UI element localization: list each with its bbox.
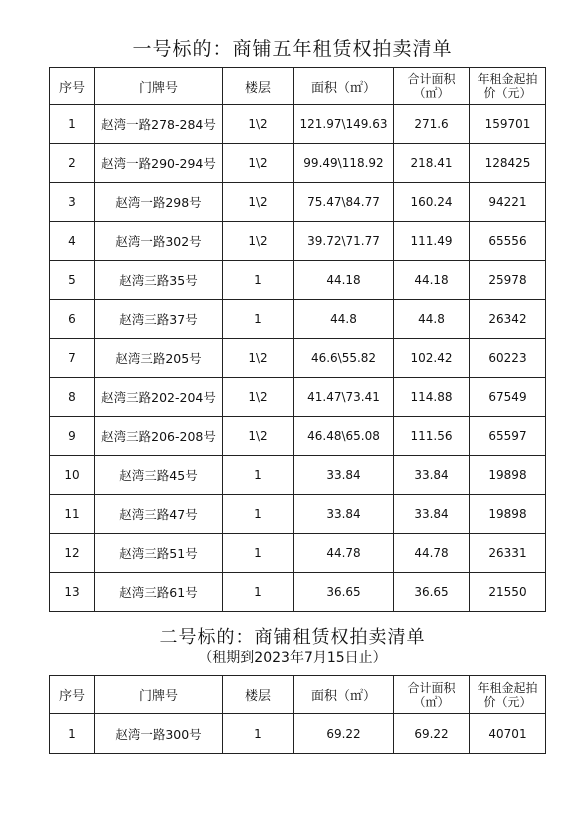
table-row (50, 534, 546, 573)
header-area: 面积（㎡） (294, 676, 394, 714)
cell-address: 赵湾三路51号 (95, 534, 223, 573)
cell-no: 3 (50, 183, 95, 222)
cell-no: 8 (50, 378, 95, 417)
cell-address: 赵湾一路290-294号 (95, 144, 223, 183)
cell-area: 121.97\149.63 (294, 105, 394, 144)
cell-floor: 1\2 (223, 144, 294, 183)
cell-no: 9 (50, 417, 95, 456)
table-row (50, 573, 546, 612)
cell-no: 11 (50, 495, 95, 534)
cell-area: 46.48\65.08 (294, 417, 394, 456)
cell-rent: 26331 (470, 534, 546, 573)
cell-rent: 40701 (470, 714, 546, 754)
cell-no: 6 (50, 300, 95, 339)
cell-total-area: 111.56 (394, 417, 470, 456)
cell-address: 赵湾一路302号 (95, 222, 223, 261)
cell-rent: 67549 (470, 378, 546, 417)
cell-address: 赵湾三路61号 (95, 573, 223, 612)
cell-address: 赵湾一路298号 (95, 183, 223, 222)
cell-address: 赵湾三路205号 (95, 339, 223, 378)
cell-area: 33.84 (294, 495, 394, 534)
header-total-area-line1: 合计面积 (407, 72, 456, 86)
cell-address: 赵湾一路278-284号 (95, 105, 223, 144)
lease-table-2 (49, 675, 546, 754)
cell-no: 1 (50, 714, 95, 754)
cell-floor: 1\2 (223, 417, 294, 456)
table-row (50, 183, 546, 222)
cell-area: 99.49\118.92 (294, 144, 394, 183)
table-row (50, 222, 546, 261)
table-row (50, 378, 546, 417)
cell-floor: 1 (223, 456, 294, 495)
cell-area: 41.47\73.41 (294, 378, 394, 417)
header-no: 序号 (50, 676, 95, 714)
cell-total-area: 33.84 (394, 456, 470, 495)
cell-total-area: 44.18 (394, 261, 470, 300)
cell-total-area: 33.84 (394, 495, 470, 534)
cell-rent: 65597 (470, 417, 546, 456)
cell-rent: 19898 (470, 456, 546, 495)
cell-total-area: 160.24 (394, 183, 470, 222)
header-rent (470, 676, 546, 714)
cell-address: 赵湾三路35号 (95, 261, 223, 300)
header-rent-line1: 年租金起拍 (477, 680, 538, 695)
cell-rent: 25978 (470, 261, 546, 300)
cell-floor: 1 (223, 261, 294, 300)
cell-floor: 1 (223, 300, 294, 339)
section2-subtitle: （租期到2023年7月15日止） (198, 650, 387, 666)
cell-rent: 26342 (470, 300, 546, 339)
header-address: 门牌号 (95, 676, 223, 714)
header-no: 序号 (50, 68, 95, 105)
cell-area: 36.65 (294, 573, 394, 612)
cell-no: 1 (50, 105, 95, 144)
cell-area: 46.6\55.82 (294, 339, 394, 378)
table-row (50, 495, 546, 534)
cell-total-area: 271.6 (394, 105, 470, 144)
header-rent-line2: 价（元） (483, 694, 532, 709)
lease-table-1 (49, 67, 546, 612)
cell-no: 12 (50, 534, 95, 573)
cell-total-area: 36.65 (394, 573, 470, 612)
header-total-area (394, 676, 470, 714)
cell-total-area: 44.78 (394, 534, 470, 573)
cell-total-area: 102.42 (394, 339, 470, 378)
cell-address: 赵湾三路47号 (95, 495, 223, 534)
cell-rent: 21550 (470, 573, 546, 612)
header-rent-line1: 年租金起拍 (477, 72, 538, 86)
header-total-area-line2: （㎡） (413, 694, 450, 709)
cell-rent: 128425 (470, 144, 546, 183)
cell-floor: 1\2 (223, 183, 294, 222)
cell-area: 44.8 (294, 300, 394, 339)
cell-floor: 1\2 (223, 339, 294, 378)
cell-rent: 60223 (470, 339, 546, 378)
cell-total-area: 69.22 (394, 714, 470, 754)
header-address: 门牌号 (95, 68, 223, 105)
cell-address: 赵湾三路45号 (95, 456, 223, 495)
table-row (50, 339, 546, 378)
cell-area: 44.78 (294, 534, 394, 573)
table-row (50, 300, 546, 339)
cell-no: 7 (50, 339, 95, 378)
table-row (50, 144, 546, 183)
section1-title: 一号标的：商铺五年租赁权拍卖清单 (132, 38, 453, 60)
cell-floor: 1 (223, 714, 294, 754)
cell-address: 赵湾一路300号 (95, 714, 223, 754)
cell-address: 赵湾三路37号 (95, 300, 223, 339)
table-row (50, 417, 546, 456)
cell-floor: 1 (223, 495, 294, 534)
cell-floor: 1 (223, 573, 294, 612)
header-area: 面积（㎡） (294, 68, 394, 105)
table-header-row (50, 676, 546, 714)
table-row (50, 456, 546, 495)
cell-rent: 19898 (470, 495, 546, 534)
cell-rent: 94221 (470, 183, 546, 222)
header-floor: 楼层 (223, 68, 294, 105)
cell-no: 5 (50, 261, 95, 300)
cell-area: 75.47\84.77 (294, 183, 394, 222)
header-rent-line2: 价（元） (483, 86, 532, 100)
cell-floor: 1 (223, 534, 294, 573)
cell-rent: 159701 (470, 105, 546, 144)
section2-title: 二号标的：商铺租赁权拍卖清单 (159, 627, 426, 648)
table-header-row (50, 68, 546, 105)
cell-total-area: 44.8 (394, 300, 470, 339)
cell-floor: 1\2 (223, 222, 294, 261)
cell-total-area: 218.41 (394, 144, 470, 183)
cell-rent: 65556 (470, 222, 546, 261)
cell-total-area: 111.49 (394, 222, 470, 261)
table-row (50, 105, 546, 144)
cell-area: 39.72\71.77 (294, 222, 394, 261)
cell-floor: 1\2 (223, 105, 294, 144)
cell-total-area: 114.88 (394, 378, 470, 417)
cell-area: 44.18 (294, 261, 394, 300)
table-row (50, 714, 546, 754)
cell-address: 赵湾三路206-208号 (95, 417, 223, 456)
header-total-area-line1: 合计面积 (407, 680, 456, 695)
header-total-area (394, 68, 470, 105)
cell-no: 10 (50, 456, 95, 495)
table-row (50, 261, 546, 300)
header-floor: 楼层 (223, 676, 294, 714)
header-rent (470, 68, 546, 105)
cell-no: 13 (50, 573, 95, 612)
header-total-area-line2: （㎡） (413, 86, 450, 100)
cell-no: 4 (50, 222, 95, 261)
cell-area: 69.22 (294, 714, 394, 754)
cell-no: 2 (50, 144, 95, 183)
cell-area: 33.84 (294, 456, 394, 495)
cell-address: 赵湾三路202-204号 (95, 378, 223, 417)
cell-floor: 1\2 (223, 378, 294, 417)
